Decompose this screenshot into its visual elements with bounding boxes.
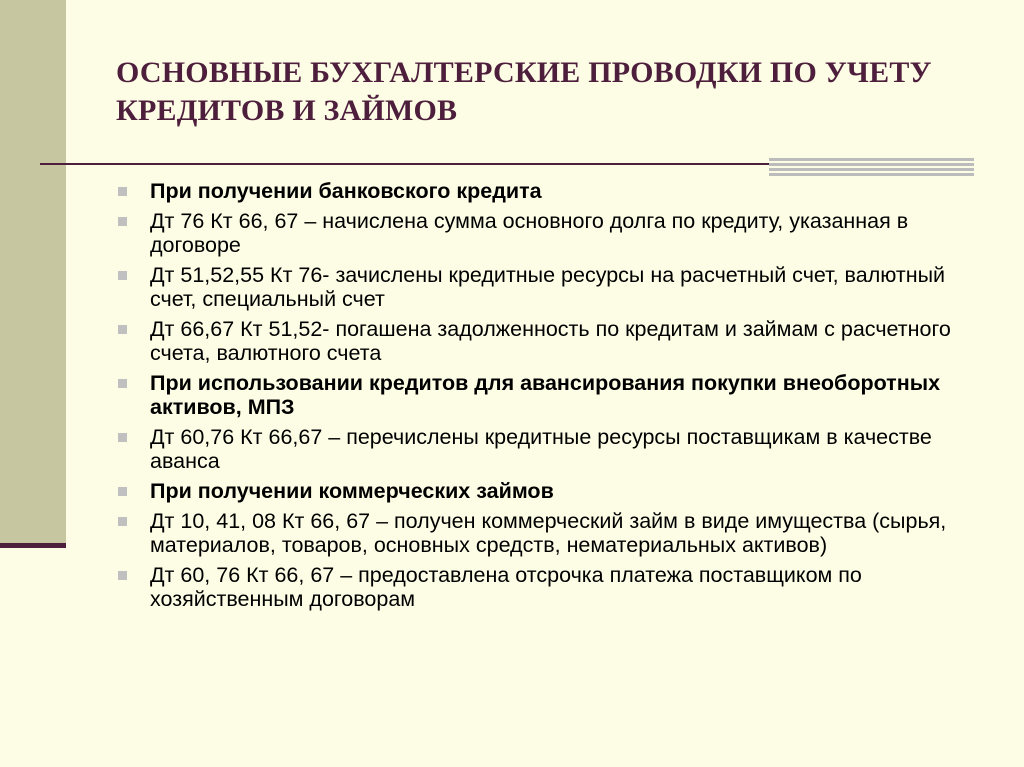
bullet-list <box>112 179 992 617</box>
list-item-text: Дт 60,76 Кт 66,67 – перечислены кредитные ресурсы поставщикам в качестве аванса <box>150 425 932 473</box>
title-divider-accent <box>769 158 974 176</box>
list-item-text: При получении банковского кредита <box>150 179 542 203</box>
list-item <box>112 425 992 473</box>
square-bullet-icon <box>118 217 127 226</box>
square-bullet-icon <box>118 325 127 334</box>
list-item-text: Дт 10, 41, 08 Кт 66, 67 – получен коммерческий займ в виде имущества (сырья, материалов, товаров, основных средств, нематериальных активов) <box>150 509 947 557</box>
list-item-text: Дт 66,67 Кт 51,52- погашена задолженность по кредитам и займам с расчетного счета, валютного счета <box>150 317 951 365</box>
list-item <box>112 371 992 419</box>
square-bullet-icon <box>118 271 127 280</box>
slide-title: ОСНОВНЫЕ БУХГАЛТЕРСКИЕ ПРОВОДКИ ПО УЧЕТУ КРЕДИТОВ И ЗАЙМОВ <box>116 56 932 127</box>
square-bullet-icon <box>118 379 127 388</box>
square-bullet-icon <box>118 571 127 580</box>
square-bullet-icon <box>118 487 127 496</box>
list-item <box>112 479 992 503</box>
list-item-text: При получении коммерческих займов <box>150 479 554 503</box>
list-item <box>112 509 992 557</box>
left-decorative-bar <box>0 0 66 543</box>
list-item-text: Дт 60, 76 Кт 66, 67 – предоставлена отсрочка платежа поставщиком по хозяйственным договорам <box>150 563 862 611</box>
square-bullet-icon <box>118 433 127 442</box>
list-item-text: Дт 76 Кт 66, 67 – начислена сумма основного долга по кредиту, указанная в договоре <box>150 209 909 257</box>
left-bar-underline <box>0 543 66 548</box>
square-bullet-icon <box>118 187 127 196</box>
list-item <box>112 317 992 365</box>
list-item <box>112 563 992 611</box>
list-item <box>112 179 992 203</box>
list-item-text: Дт 51,52,55 Кт 76- зачислены кредитные ресурсы на расчетный счет, валютный счет, специальный счет <box>150 263 946 311</box>
list-item <box>112 209 992 257</box>
list-item <box>112 263 992 311</box>
square-bullet-icon <box>118 517 127 526</box>
list-item-text: При использовании кредитов для авансирования покупки внеоборотных активов, МПЗ <box>150 371 941 419</box>
